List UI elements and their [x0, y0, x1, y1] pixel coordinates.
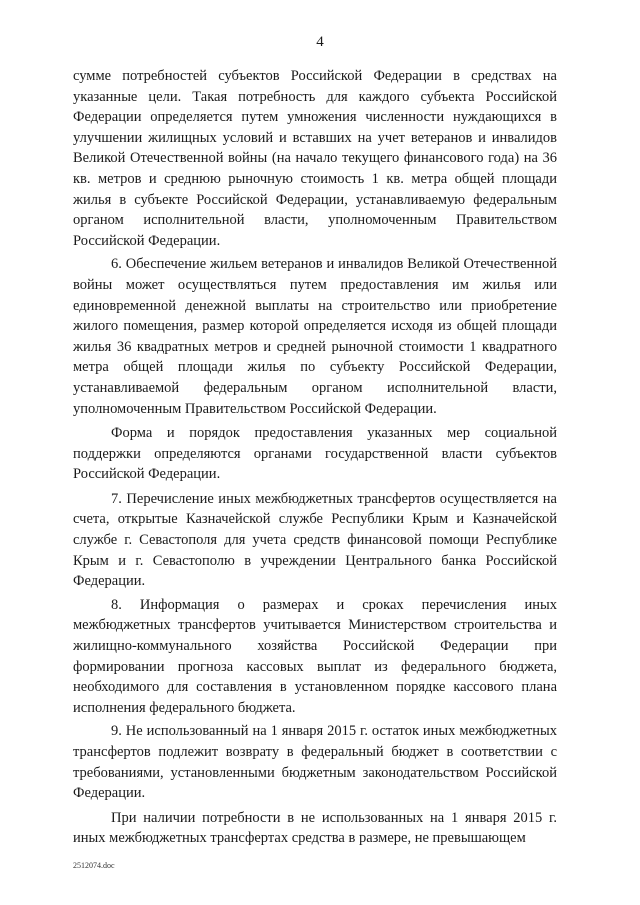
paragraph-continuation: сумме потребностей субъектов Российской Федерации в средствах на указанные цели. Такая потребность для каждого субъекта Российской Федерации определяется путем умножения численности нуждающихся в улучшении жилищных условий и вставших на учет ветеранов и инвалидов Великой Отечественной войны (на начало текущего финансового года) на 36 кв. метров и среднюю рыночную стоимость 1 кв. метра общей площади жилья в субъекте Российской Федерации, устанавливаемую федеральным органом исполнительной власти, уполномоченным Правительством Российской Федерации. [73, 68, 557, 249]
paragraph-item-9: 9. Не использованный на 1 января 2015 г. остаток иных межбюджетных трансфертов подлежит возврату в федеральный бюджет в соответствии с требованиями, установленными бюджетным законодательством Российской Федерации. [73, 723, 557, 802]
paragraph-item-8: 8. Информация о размерах и сроках перечисления иных межбюджетных трансфертов учитывается Министерством строительства и жилищно-коммунального хозяйства Российской Федерации при формировании прогноза кассовых выплат из федерального бюджета, необходимого для составления в установленном порядке кассового плана исполнения федерального бюджета. [73, 596, 557, 716]
document-file-code: 2512074.doc [73, 861, 115, 870]
paragraph-form-and-procedure: Форма и порядок предоставления указанных мер социальной поддержки определяются органами государственной власти субъектов Российской Федерации. [73, 425, 557, 483]
paragraph-item-7: 7. Перечисление иных межбюджетных трансфертов осуществляется на счета, открытые Казначейской службе Республики Крым и Казначейской службе г. Севастополя для учета средств финансовой помощи Республике Крым и г. Севастополю в учреждении Центрального банка Российской Федерации. [73, 490, 557, 590]
document-body [73, 66, 557, 852]
paragraph-item-6: 6. Обеспечение жильем ветеранов и инвалидов Великой Отечественной войны может осуществляться путем предоставления им жилья или единовременной денежной выплаты на строительство или приобретение жилого помещения, размер которой определяется исходя из общей площади жилья 36 квадратных метров и средней рыночной стоимости 1 квадратного метра общей площади жилья по субъекту Российской Федерации, устанавливаемой федеральным органом исполнительной власти, уполномоченным Правительством Российской Федерации. [73, 256, 557, 417]
page-number: 4 [316, 34, 324, 50]
paragraph-unused-funds: При наличии потребности в не использованных на 1 января 2015 г. иных межбюджетных трансфертах средства в размере, не превышающем [73, 809, 557, 847]
